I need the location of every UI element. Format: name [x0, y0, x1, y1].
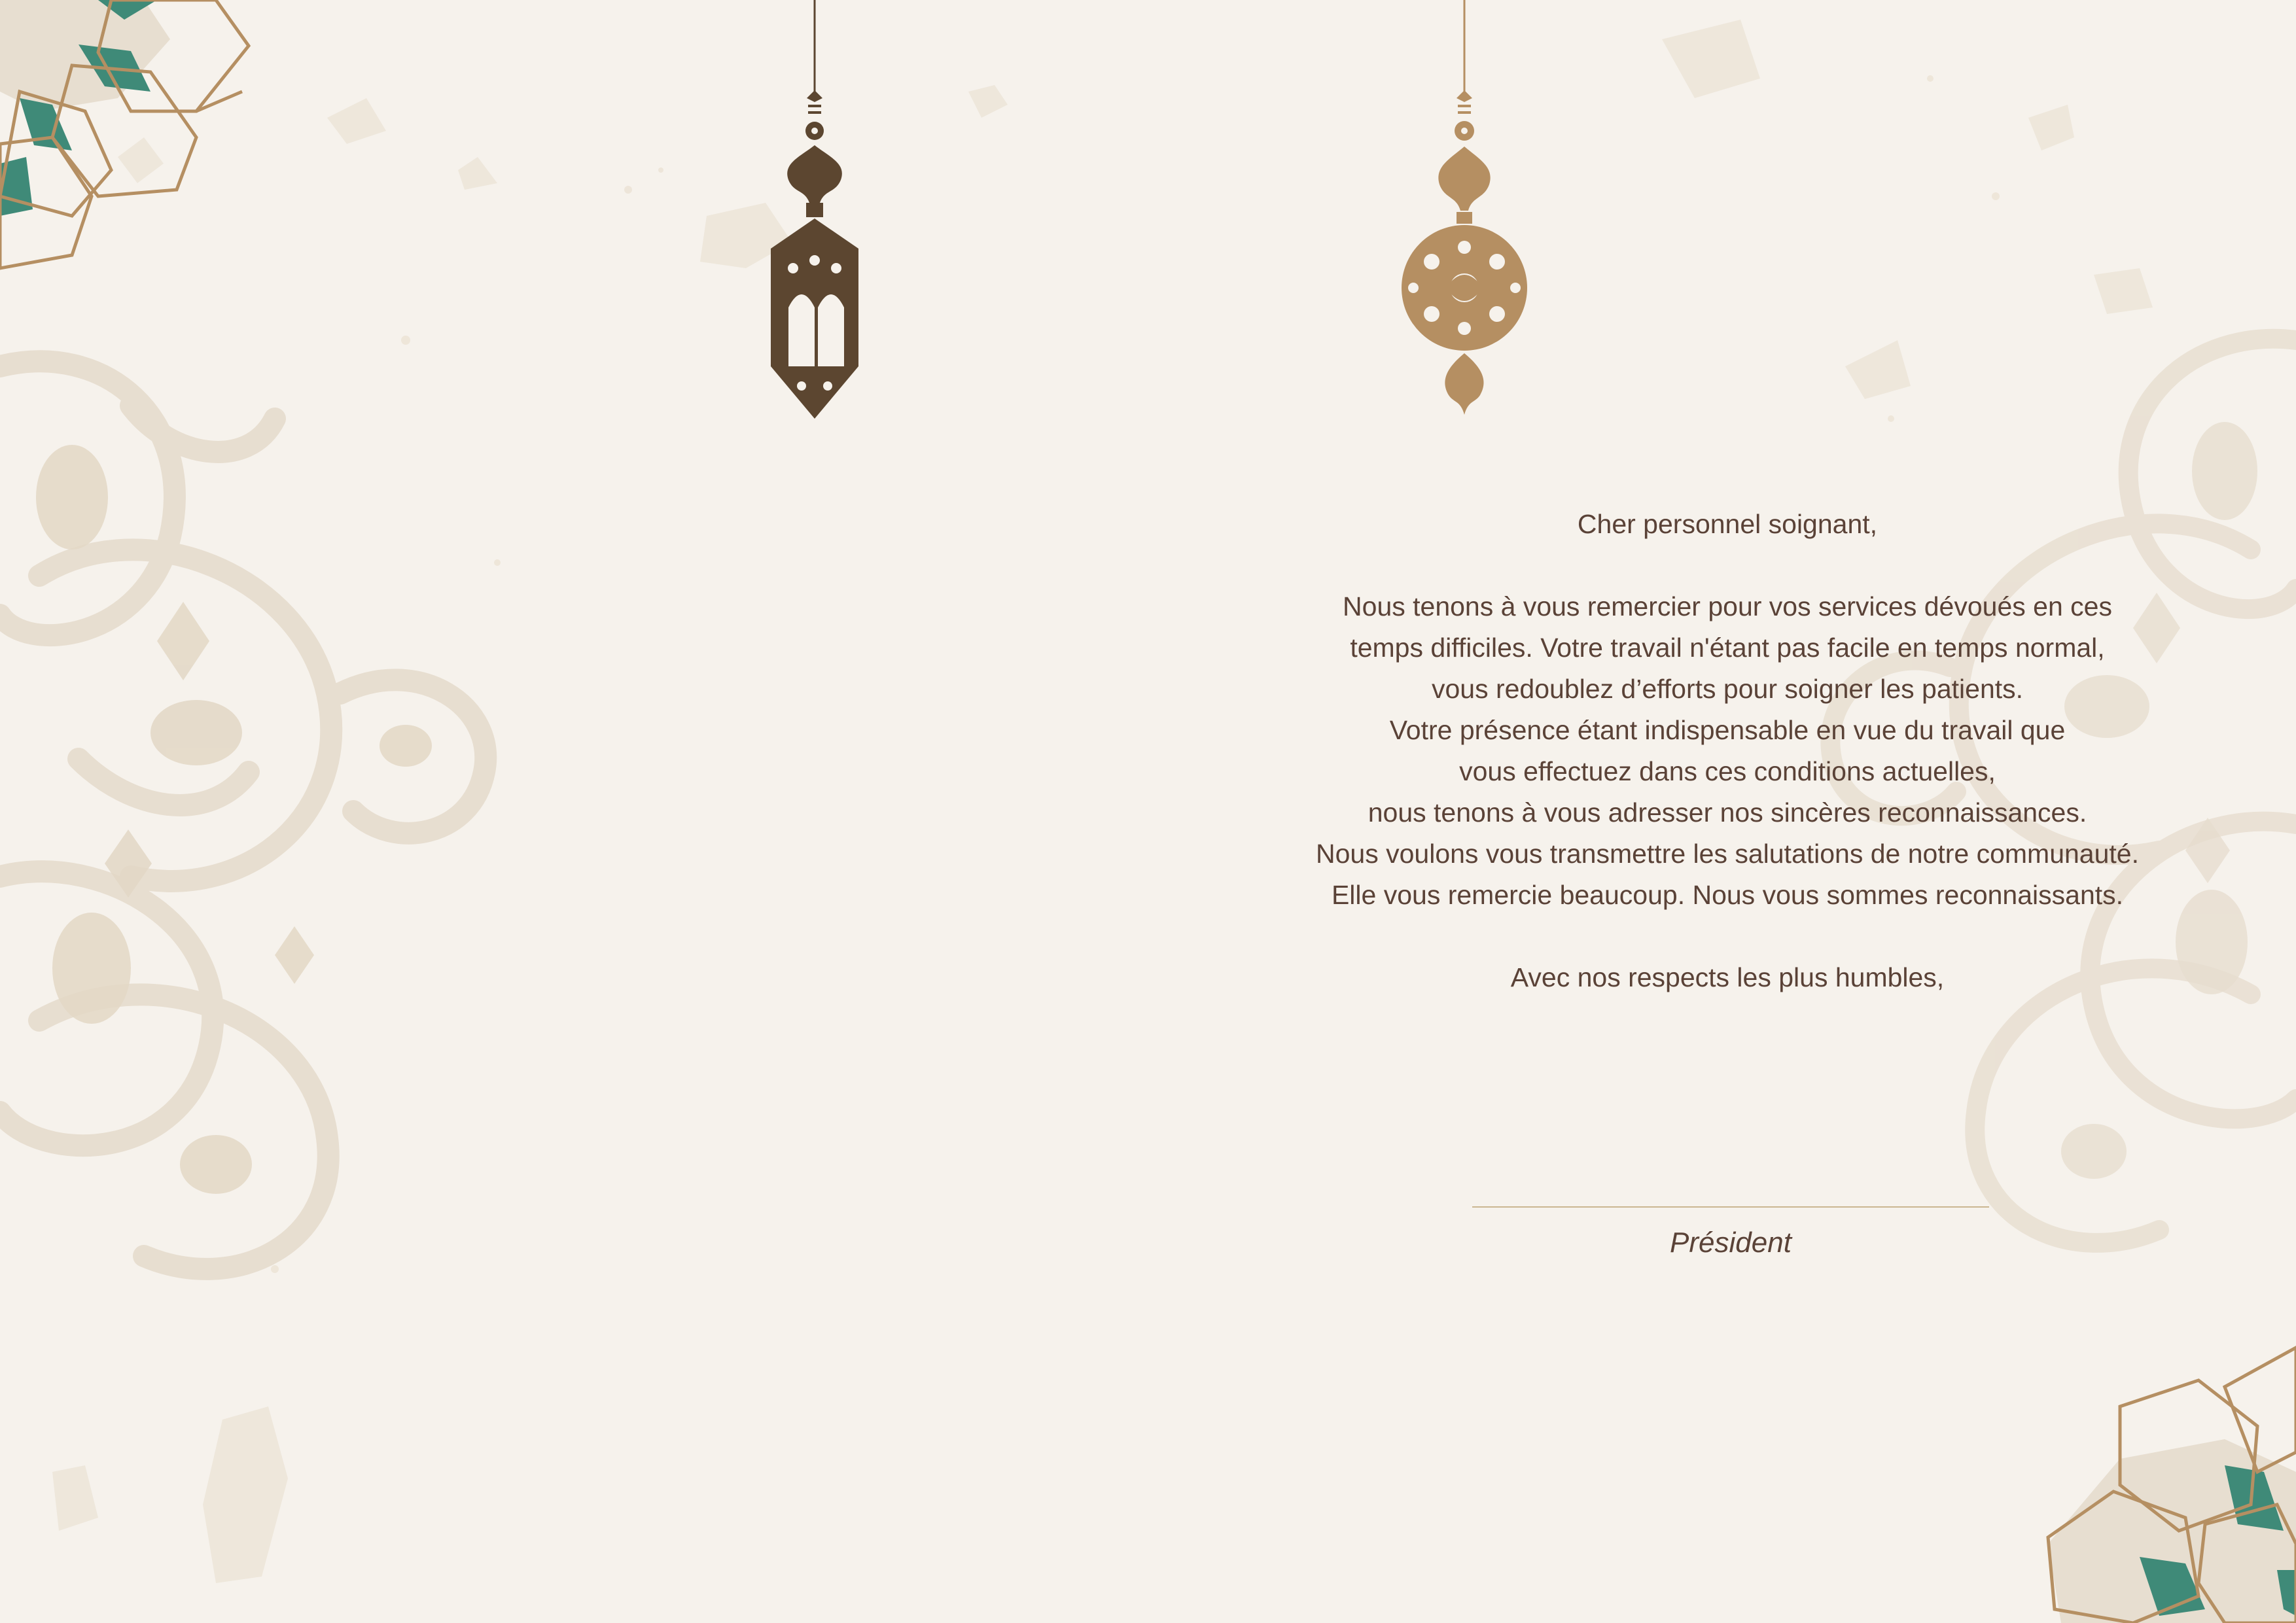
letter-text — [1224, 504, 2231, 998]
letter-greeting: Cher personnel soignant, — [1577, 509, 1878, 539]
letter-body-line: Nous tenons à vous remercier pour vos services dévoués en ces — [1343, 591, 2112, 621]
letter-body-line: Nous voulons vous transmettre les salutations de notre communauté. — [1316, 839, 2139, 869]
letter-body-line: nous tenons à vous adresser nos sincères reconnaissances. — [1368, 797, 2087, 828]
paragraph-gap — [1224, 916, 2231, 957]
signature-title: Président — [1670, 1227, 1792, 1259]
signature-line — [1472, 1206, 1989, 1208]
letter-closing: Avec nos respects les plus humbles, — [1510, 962, 1945, 992]
paragraph-gap — [1224, 545, 2231, 586]
letter-body-line: Elle vous remercie beaucoup. Nous vous sommes reconnaissants. — [1331, 880, 2124, 910]
letter-body-line: vous redoublez d’efforts pour soigner les patients. — [1431, 674, 2024, 704]
letter-body-line: vous effectuez dans ces conditions actuelles, — [1459, 756, 1996, 786]
letter-body-line: Votre présence étant indispensable en vue du travail que — [1389, 715, 2066, 745]
letter-body-line: temps difficiles. Votre travail n'étant pas facile en temps normal, — [1350, 633, 2105, 663]
